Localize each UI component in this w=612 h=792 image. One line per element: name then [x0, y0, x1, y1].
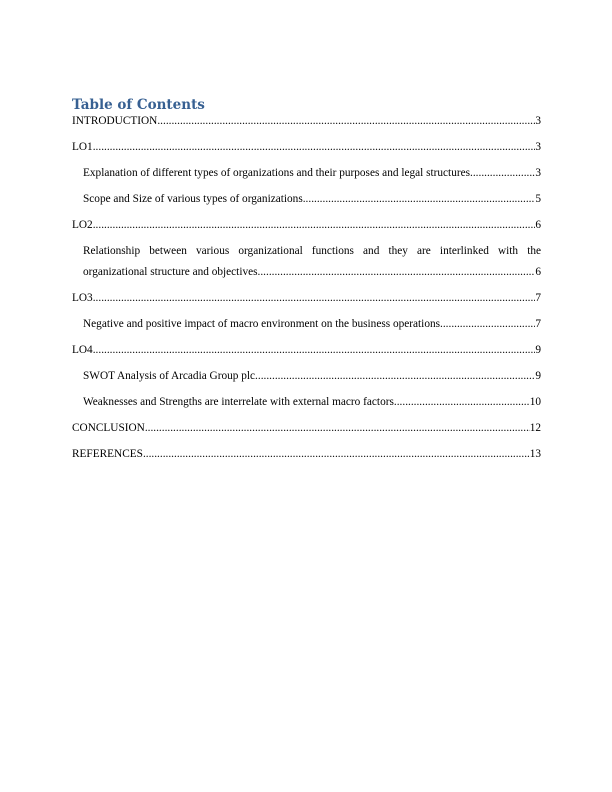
toc-entry-macro-environment[interactable]	[72, 317, 541, 331]
toc-page-number: 6	[535, 219, 541, 231]
toc-entry-text: LO1	[72, 141, 93, 153]
toc-entry-conclusion[interactable]	[72, 421, 541, 435]
toc-entry-text: INTRODUCTION	[72, 115, 158, 127]
toc-leader-dots	[394, 395, 530, 409]
toc-leader-dots	[93, 218, 536, 232]
toc-entry-text: LO2	[72, 219, 93, 231]
toc-page-number: 5	[535, 193, 541, 205]
toc-list	[72, 114, 541, 461]
toc-leader-dots	[258, 265, 536, 279]
toc-leader-dots	[145, 421, 530, 435]
toc-page-number: 10	[529, 396, 541, 408]
toc-page-number: 7	[535, 292, 541, 304]
toc-entry-lo1[interactable]	[72, 140, 541, 154]
toc-title: Table of Contents	[72, 97, 205, 113]
toc-entry-lo3[interactable]	[72, 291, 541, 305]
toc-page-number: 9	[535, 344, 541, 356]
toc-entry-swot-analysis[interactable]	[72, 369, 541, 383]
toc-page-number: 6	[535, 266, 541, 278]
toc-entry-text: Negative and positive impact of macro environment on the business operations	[83, 318, 441, 330]
toc-entry-scope-and-size[interactable]	[72, 192, 541, 206]
toc-entry-text: REFERENCES	[72, 448, 143, 460]
toc-leader-dots	[470, 166, 535, 180]
toc-entry-text: CONCLUSION	[72, 422, 145, 434]
toc-page-number: 9	[535, 370, 541, 382]
toc-leader-dots	[157, 114, 535, 128]
toc-entry-text: SWOT Analysis of Arcadia Group plc	[83, 370, 256, 382]
toc-page-number: 13	[529, 448, 541, 460]
toc-leader-dots	[303, 192, 536, 206]
toc-entry-text-line2	[83, 265, 541, 279]
toc-entry-text: Weaknesses and Strengths are interrelate with external macro factors	[83, 396, 394, 408]
toc-entry-weaknesses-strengths[interactable]	[72, 395, 541, 409]
toc-entry-text: organizational structure and objectives	[83, 266, 258, 278]
toc-leader-dots	[255, 369, 535, 383]
toc-entry-introduction[interactable]	[72, 114, 541, 128]
toc-entry-text: Scope and Size of various types of organizations	[83, 193, 303, 205]
toc-leader-dots	[93, 140, 536, 154]
toc-entry-lo4[interactable]	[72, 343, 541, 357]
document-page	[72, 96, 541, 461]
toc-entry-types-of-organizations[interactable]	[72, 166, 541, 180]
toc-entry-text: LO4	[72, 344, 93, 356]
toc-page-number: 12	[529, 422, 541, 434]
toc-entry-text: Explanation of different types of organizations and their purposes and legal structures	[83, 167, 471, 179]
toc-leader-dots	[143, 447, 530, 461]
toc-page-number: 3	[535, 167, 541, 179]
toc-page-number: 7	[535, 318, 541, 330]
toc-entry-references[interactable]	[72, 447, 541, 461]
toc-entry-lo2[interactable]	[72, 218, 541, 232]
toc-entry-organizational-functions[interactable]	[72, 244, 541, 279]
toc-leader-dots	[93, 291, 536, 305]
toc-page-number: 3	[535, 115, 541, 127]
toc-page-number: 3	[535, 141, 541, 153]
toc-entry-text: LO3	[72, 292, 93, 304]
toc-leader-dots	[440, 317, 535, 331]
toc-leader-dots	[93, 343, 536, 357]
toc-entry-text-line1: Relationship between various organizational functions and they are interlinked with the	[83, 245, 541, 257]
